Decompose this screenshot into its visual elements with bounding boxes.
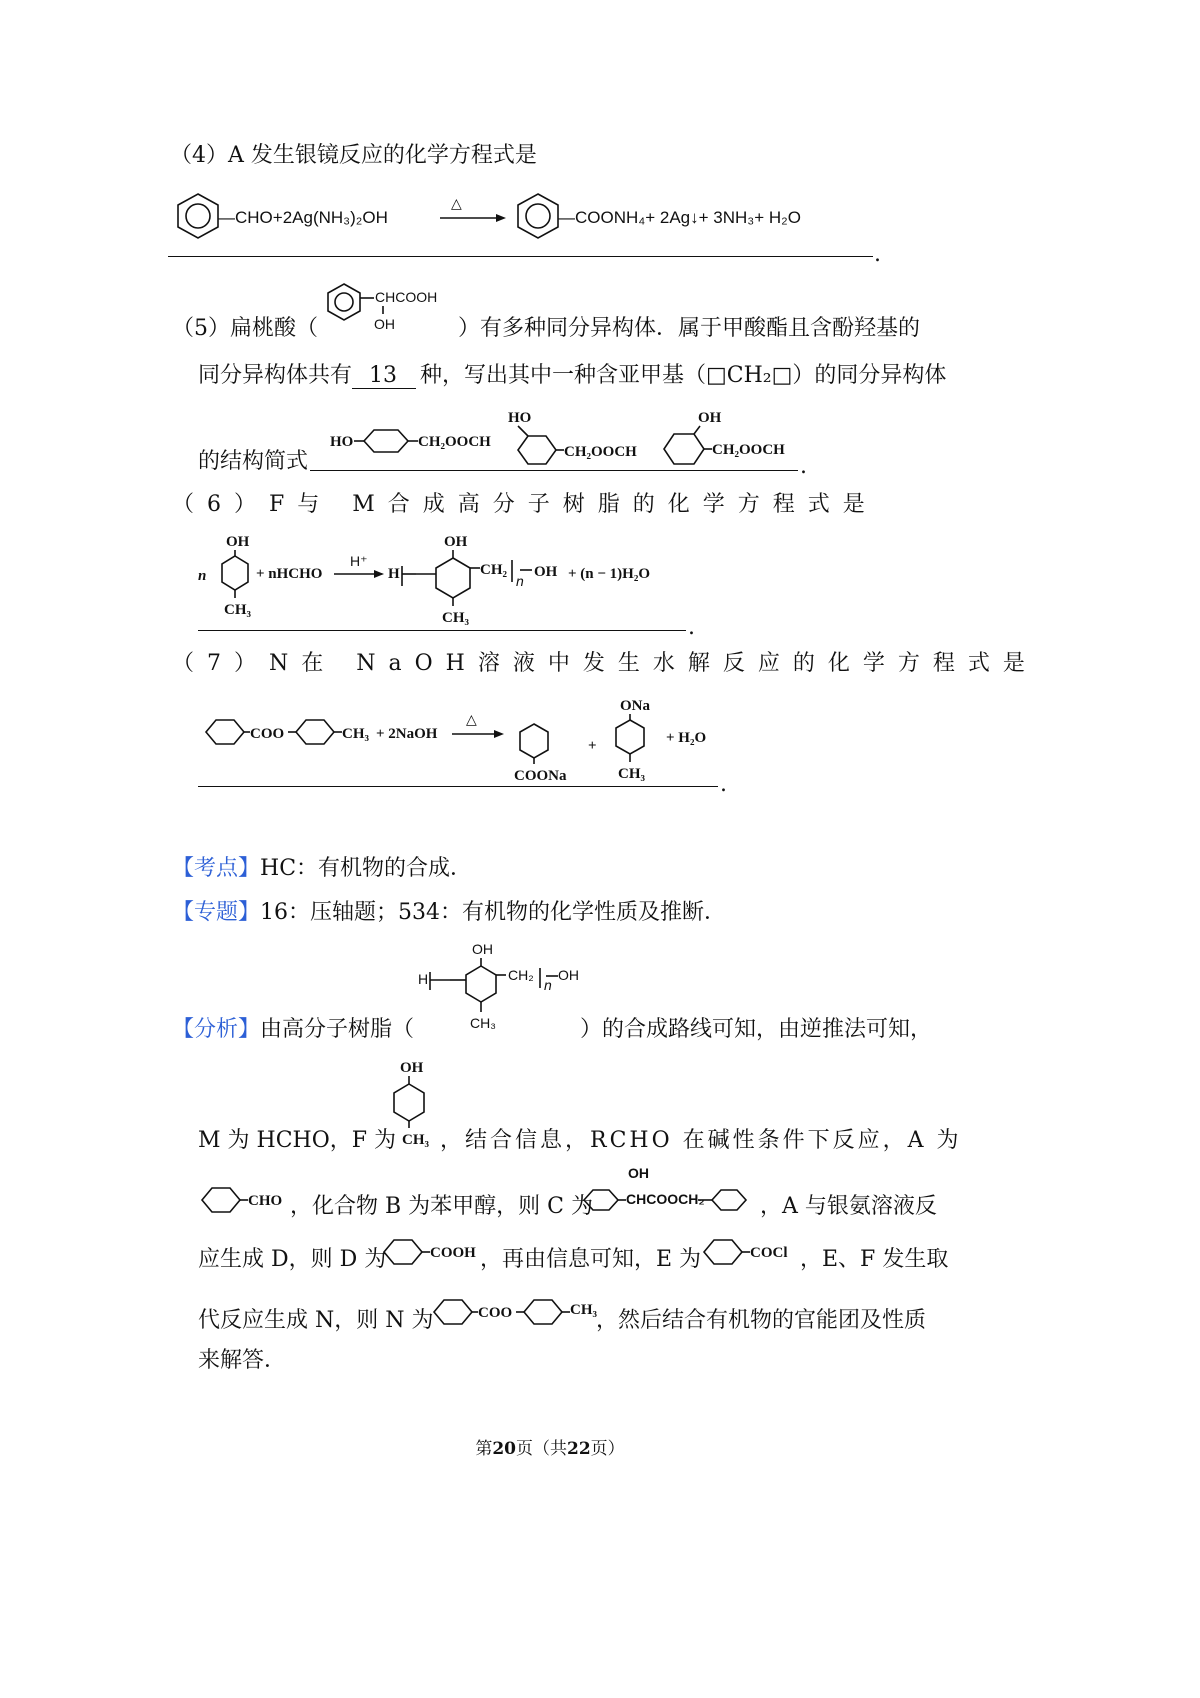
- fenxi-line2a: M 为 HCHO，F 为: [198, 1128, 397, 1153]
- benzene-ring-icon: [394, 1084, 424, 1121]
- svg-text:CHO: CHO: [248, 1193, 283, 1209]
- benzene-ring-icon: [466, 966, 496, 1002]
- svg-text:+ nHCHO: + nHCHO: [256, 566, 323, 582]
- q5-end: .: [800, 454, 807, 479]
- benzene-ring-icon: [328, 284, 360, 320]
- svg-text:OH: OH: [226, 534, 250, 550]
- fenxi-line2b: ，结合信息，RCHO 在碱性条件下反应，A 为: [440, 1128, 962, 1153]
- benzene-ring-icon: [524, 1300, 562, 1324]
- q5-line3-pre: 的结构简式: [198, 449, 309, 474]
- q7-text: （7）N在 NaOH溶液中发生水解反应的化学方程式是: [172, 651, 1038, 676]
- svg-text:CH₃: CH₃: [470, 1015, 496, 1031]
- zhuanti-text: 16：压轴题；534：有机物的化学性质及推断．: [260, 900, 727, 925]
- kaodian-row: [172, 854, 472, 884]
- zhuanti-label: 【专题】: [172, 900, 261, 925]
- svg-text:COO: COO: [250, 726, 285, 742]
- kaodian-label: 【考点】: [172, 856, 261, 881]
- q4-rhs: —COONH₄+ 2Ag↓+ 3NH₃+ H₂O: [558, 208, 801, 227]
- resin-structure: [412, 938, 592, 1036]
- benzene-ring-icon: [202, 1188, 240, 1212]
- fenxi-line3b: ，A 与银氨溶液反: [760, 1194, 937, 1219]
- svg-text:OH: OH: [400, 1060, 424, 1076]
- q7-equation: [196, 692, 726, 784]
- benzene-ring-icon: [712, 1190, 746, 1210]
- n-structure: [430, 1288, 610, 1336]
- fenxi-line4c: ，E、F 发生取: [800, 1247, 949, 1272]
- c-structure: [580, 1164, 760, 1220]
- svg-text:CH₂: CH₂: [508, 967, 534, 983]
- svg-text:OH: OH: [472, 941, 493, 957]
- benzene-ring-icon: [222, 556, 248, 590]
- svg-text:OH: OH: [628, 1165, 649, 1181]
- q4-end: .: [874, 242, 881, 267]
- svg-text:COOH: COOH: [430, 1245, 476, 1261]
- benzene-ring-icon: [616, 720, 644, 754]
- benzene-ring-icon: [518, 194, 558, 238]
- q5-line2-pre: 同分异构体共有: [198, 363, 353, 388]
- svg-text:CH₃: CH₃: [570, 1302, 597, 1318]
- svg-text:n: n: [516, 573, 524, 589]
- q5-line2-post: 种，写出其中一种含亚甲基（□CH₂□）的同分异构体: [420, 363, 947, 388]
- page-number: 20: [492, 1439, 516, 1459]
- svg-text:+ H₂O: + H₂O: [666, 730, 707, 746]
- benzene-ring-icon: [384, 1240, 422, 1264]
- fenxi-line4a: 应生成 D，则 D 为: [198, 1247, 387, 1272]
- svg-text:CH₃: CH₃: [618, 766, 645, 782]
- svg-text:H⁺: H⁺: [350, 553, 368, 569]
- q4-lhs: —CHO+2Ag(NH₃)₂OH: [218, 208, 388, 227]
- benzene-ring-icon: [664, 434, 704, 464]
- answer-underline: [198, 630, 686, 631]
- svg-text:COO: COO: [478, 1305, 513, 1321]
- svg-text:CH₂OOCH: CH₂OOCH: [564, 444, 637, 460]
- benzene-ring-icon: [704, 1240, 742, 1264]
- svg-text:COONa: COONa: [514, 768, 567, 784]
- kaodian-text: HC：有机物的合成．: [260, 856, 473, 881]
- page-footer: 第20页（共22页）: [475, 1439, 625, 1459]
- svg-text:+: +: [588, 738, 597, 754]
- benzene-ring-icon: [518, 436, 556, 464]
- svg-text:ONa: ONa: [620, 698, 650, 714]
- q5-answer: 13: [369, 363, 397, 388]
- page-total: 22: [567, 1439, 591, 1459]
- svg-text:CH₂OOCH: CH₂OOCH: [418, 434, 491, 450]
- q4-text: （4）A 发生银镜反应的化学方程式是: [170, 143, 537, 168]
- svg-text:CH₃: CH₃: [342, 726, 369, 742]
- benzene-ring-icon: [206, 720, 244, 744]
- fenxi-label: 【分析】: [172, 1017, 261, 1042]
- svg-text:CH₂: CH₂: [480, 562, 507, 578]
- benzene-ring-icon: [436, 558, 470, 598]
- benzene-ring-icon: [584, 1190, 618, 1210]
- svg-text:OH: OH: [444, 534, 468, 550]
- q5-structures: [318, 406, 808, 470]
- svg-text:OH: OH: [558, 967, 579, 983]
- mandelic-top: CHCOOH: [375, 289, 438, 305]
- svg-text:COCl: COCl: [750, 1245, 788, 1261]
- svg-text:H: H: [418, 971, 429, 987]
- benzene-ring-icon: [434, 1300, 472, 1324]
- svg-text:n: n: [544, 977, 552, 993]
- benzene-ring-icon: [520, 724, 548, 758]
- answer-underline: [310, 470, 798, 471]
- fenxi-line5b: ，然后结合有机物的官能团及性质: [596, 1308, 927, 1333]
- zhuanti-row: [172, 898, 726, 928]
- fenxi-line1-post: ）的合成路线可知，由逆推法可知，: [580, 1017, 933, 1042]
- q6-equation: [190, 530, 710, 626]
- benzene-ring-icon: [296, 720, 334, 744]
- answer-underline: [168, 256, 873, 257]
- svg-text:+ 2NaOH: + 2NaOH: [376, 726, 438, 742]
- q5-line1-pre: （5）扁桃酸（: [172, 316, 318, 341]
- svg-text:H: H: [388, 566, 400, 582]
- svg-text:CHCOOCH₂: CHCOOCH₂: [626, 1191, 705, 1207]
- fenxi-line3a: ，化合物 B 为苯甲醇，则 C 为: [290, 1194, 593, 1219]
- svg-text:CH₃: CH₃: [402, 1132, 429, 1148]
- svg-text:CH₂OOCH: CH₂OOCH: [712, 442, 785, 458]
- q5-line1-post: ）有多种同分异构体．属于甲酸酯且含酚羟基的: [458, 316, 921, 341]
- a-structure: [196, 1178, 296, 1222]
- q7-end: .: [720, 772, 727, 797]
- svg-text:CH₃: CH₃: [442, 610, 469, 626]
- mandelic-oh: OH: [374, 316, 395, 332]
- fenxi-line4b: ，再由信息可知，E 为: [480, 1247, 702, 1272]
- svg-text:HO: HO: [508, 410, 532, 426]
- q4-equation: [168, 186, 888, 248]
- fenxi-line1: 【分析】由高分子树脂（: [172, 1017, 415, 1042]
- q4-cond: △: [451, 195, 462, 211]
- svg-text:CH₃: CH₃: [224, 602, 251, 618]
- fenxi-line5a: 代反应生成 N，则 N 为: [198, 1308, 434, 1333]
- q6-end: .: [688, 615, 695, 640]
- svg-text:+ (n − 1)H₂O: + (n − 1)H₂O: [568, 566, 651, 582]
- svg-text:OH: OH: [534, 564, 558, 580]
- answer-underline: [352, 388, 416, 389]
- answer-underline: [198, 786, 718, 787]
- svg-text:n: n: [198, 568, 207, 584]
- e-structure: [700, 1230, 800, 1274]
- fenxi-line6: 来解答．: [198, 1348, 287, 1373]
- svg-text:HO: HO: [330, 434, 354, 450]
- q6-text: （6）F与 M合成高分子树脂的化学方程式是: [172, 492, 878, 517]
- benzene-ring-icon: [364, 430, 408, 452]
- svg-text:OH: OH: [698, 410, 722, 426]
- mandelic-acid-structure: [322, 282, 462, 334]
- svg-text:△: △: [466, 711, 477, 727]
- d-structure: [380, 1230, 490, 1274]
- benzene-ring-icon: [178, 194, 218, 238]
